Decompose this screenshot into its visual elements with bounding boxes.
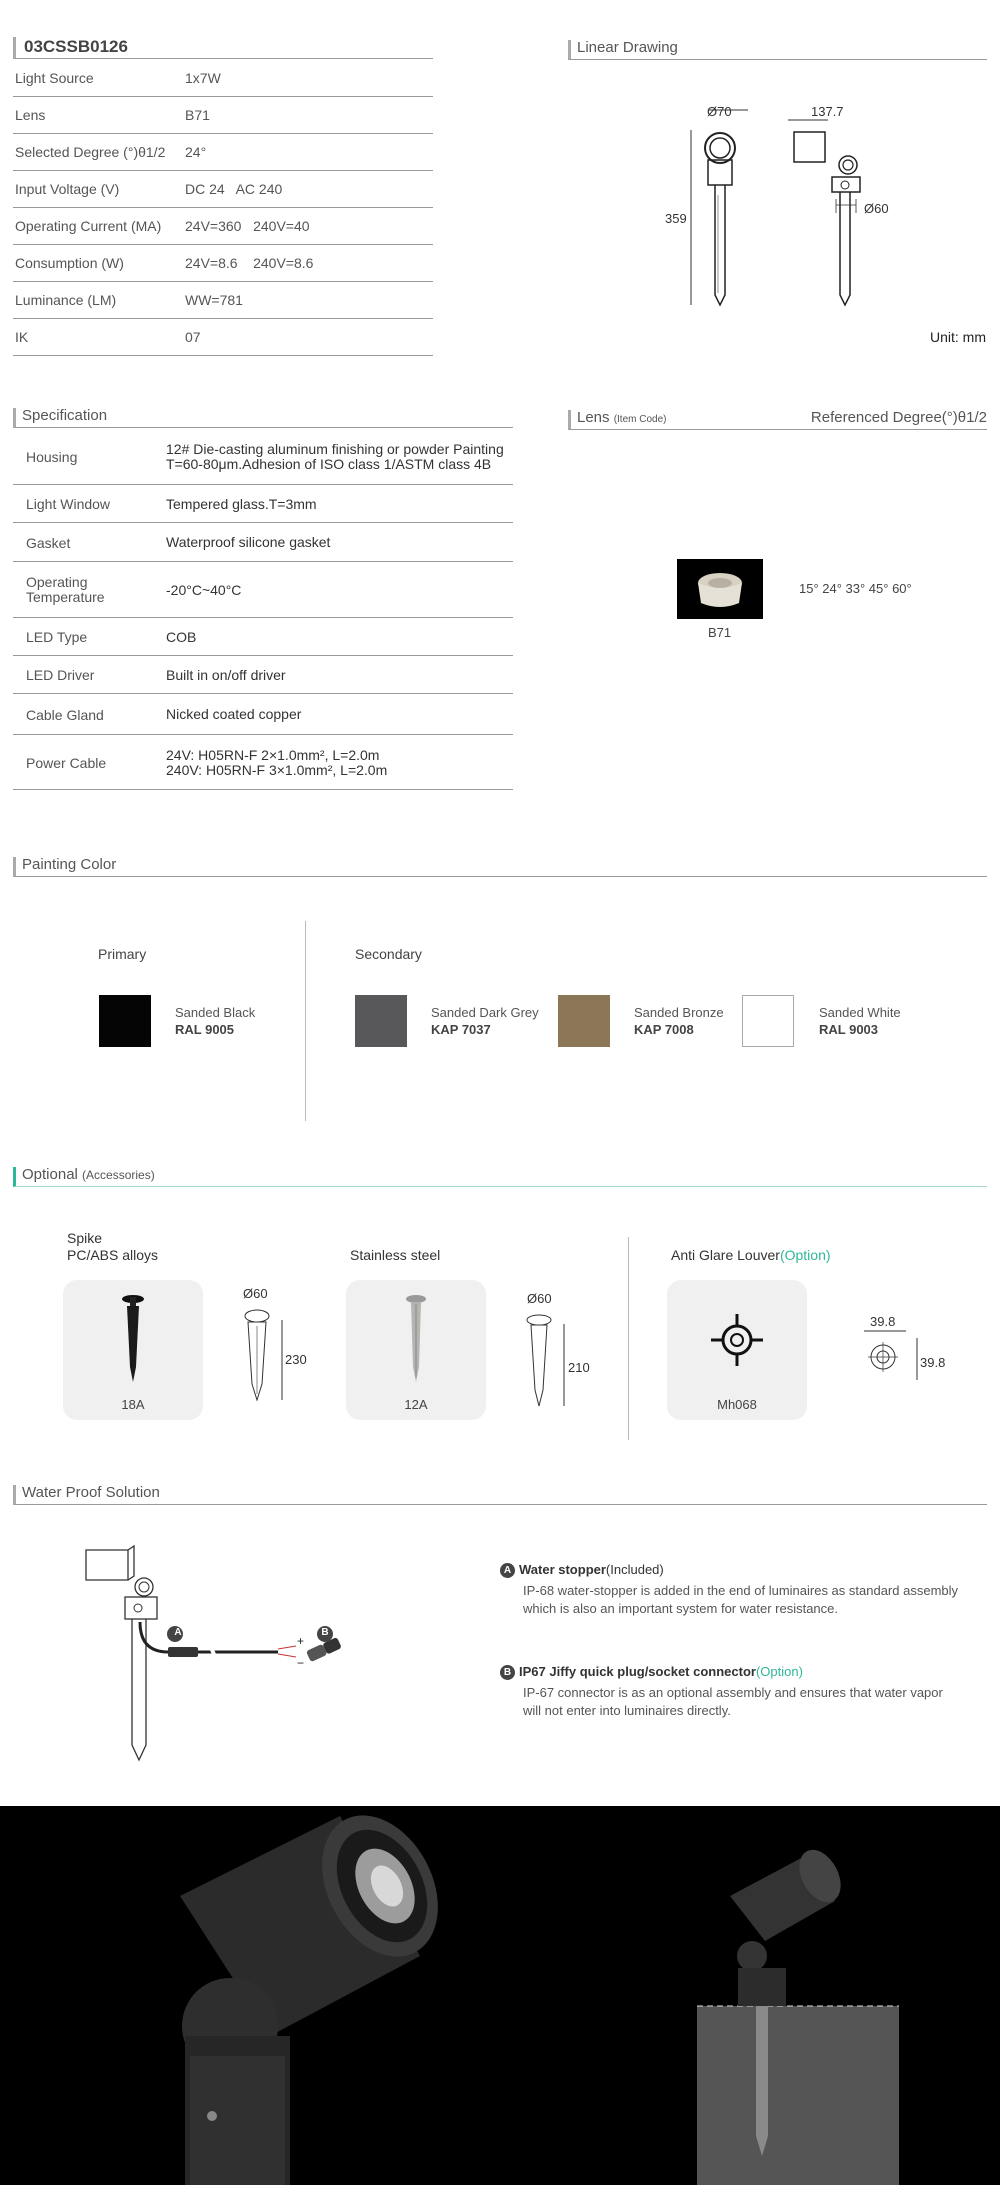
spotlight-installed	[697, 1843, 899, 2185]
spotlight-render-image	[0, 1806, 1000, 2185]
specification-key: Gasket	[26, 534, 71, 551]
spec-key: Selected Degree (°)θ1/2	[15, 144, 166, 160]
lens-code-note: (Item Code)	[613, 414, 667, 425]
secondary-label: Secondary	[355, 946, 422, 962]
specification-value-line: COB	[166, 628, 197, 645]
specification-value-line: 12# Die-casting aluminum finishing or powder Painting	[166, 441, 504, 457]
connector-note: (Option)	[755, 1664, 803, 1679]
color-black-label: Sanded Black RAL 9005	[175, 1005, 256, 1037]
spike-drawing	[240, 1304, 290, 1404]
specification-row	[13, 485, 513, 523]
spec-key: Consumption (W)	[15, 255, 124, 271]
specification-key: Housing	[26, 449, 78, 465]
spec-value: B71	[185, 107, 210, 123]
louver-card	[667, 1280, 807, 1420]
spec-row	[13, 282, 433, 319]
linear-drawing-heading: Linear Drawing	[568, 40, 987, 60]
louver-height: 39.8	[920, 1355, 946, 1370]
specification-value	[166, 583, 241, 598]
product-code-heading: 03CSSB0126	[13, 37, 433, 59]
specification-row	[13, 656, 513, 694]
stainless-drawing	[522, 1308, 572, 1408]
spec-row	[13, 134, 433, 171]
specification-key: Cable Gland	[26, 706, 104, 723]
specification-key: LED Driver	[26, 667, 95, 683]
specification-value	[166, 707, 301, 722]
dim-359: 359	[665, 211, 687, 226]
badge-a-icon: A	[500, 1563, 515, 1578]
spec-row	[13, 208, 433, 245]
spec-row	[13, 171, 433, 208]
spec-value: 24°	[185, 144, 207, 160]
specification-value-line: Tempered glass.T=3mm	[166, 495, 317, 512]
spec-key: Operating Current (MA)	[15, 218, 162, 234]
spec-key: IK	[15, 329, 29, 345]
specification-row	[13, 523, 513, 562]
specification-value-line: T=60-80μm.Adhesion of ISO class 1/ASTM class 4B	[166, 456, 492, 472]
lens-title: Lens	[577, 409, 610, 426]
swatch-white	[742, 995, 794, 1047]
spec-key: Input Voltage (V)	[15, 181, 120, 197]
louver-code: Mh068	[717, 1397, 757, 1412]
louver-drawing	[858, 1330, 918, 1382]
badge-b-icon: B	[500, 1665, 515, 1680]
specification-value-line: Built in on/off driver	[166, 666, 286, 683]
color-divider	[305, 921, 306, 1121]
dim-dia70: Ø70	[707, 104, 732, 119]
stainless-card	[346, 1280, 486, 1420]
water-stopper-text-1: IP-68 water-stopper is added in the end of luminaires as standard assembly	[523, 1583, 959, 1599]
specification-row	[13, 429, 513, 485]
stainless-spike-icon	[402, 1292, 430, 1387]
lens-code: B71	[708, 625, 732, 640]
specification-row	[13, 735, 513, 790]
lens-icon	[677, 559, 763, 619]
stainless-code: 12A	[404, 1397, 428, 1412]
stainless-label: Stainless steel	[350, 1247, 441, 1263]
swatch-dark-grey	[355, 995, 407, 1047]
product-render	[0, 1806, 1000, 2185]
spec-key: Light Source	[15, 70, 94, 86]
specification-value-line: 240V: H05RN-F 3×1.0mm², L=2.0m	[166, 761, 388, 778]
spike-code: 18A	[121, 1397, 145, 1412]
spec-key: Luminance (LM)	[15, 292, 117, 308]
spec-value: 1x7W	[185, 70, 221, 86]
louver-width: 39.8	[870, 1314, 896, 1329]
stainless-len: 210	[568, 1360, 590, 1375]
water-stopper-title: Water stopper	[519, 1562, 606, 1577]
specification-row	[13, 562, 513, 618]
water-stopper-text-2: which is also an important system for water resistance.	[523, 1601, 839, 1617]
water-stopper-block	[500, 1562, 970, 1618]
specification-value	[166, 630, 196, 645]
louver-icon	[707, 1310, 767, 1370]
ref-degree-title: Referenced Degree(°)θ1/2	[810, 409, 987, 426]
dim-dia60: Ø60	[864, 201, 889, 216]
specification-value	[166, 535, 330, 550]
water-stopper-note: (Included)	[605, 1562, 664, 1577]
specification-row	[13, 618, 513, 656]
optional-title: Optional	[22, 1166, 78, 1183]
swatch-bronze	[558, 995, 610, 1047]
specification-key-line: Temperature	[26, 589, 105, 605]
diagram-badge-a-letter: A	[174, 1627, 182, 1638]
louver-label: Anti Glare Louver(Option)	[671, 1247, 831, 1263]
spec-value: 24V=8.6 240V=8.6	[185, 255, 314, 271]
lens-degrees: 15° 24° 33° 45° 60°	[799, 581, 912, 596]
color-bronze-label: Sanded Bronze KAP 7008	[634, 1005, 724, 1037]
connector-title: IP67 Jiffy quick plug/socket connector	[519, 1664, 756, 1679]
spec-value: 24V=360 240V=40	[185, 218, 310, 234]
lens-heading	[568, 410, 987, 430]
spec-value: DC 24 AC 240	[185, 181, 283, 197]
minus-sign: −	[297, 1656, 305, 1670]
waterproof-heading: Water Proof Solution	[13, 1485, 987, 1505]
waterproof-diagram	[78, 1540, 378, 1765]
specification-row	[13, 694, 513, 735]
stainless-dia: Ø60	[527, 1291, 552, 1306]
connector-block	[500, 1664, 970, 1720]
spotlight-closeup	[180, 1806, 461, 2185]
specification-key: Light Window	[26, 496, 111, 512]
primary-label: Primary	[98, 946, 147, 962]
spec-row	[13, 319, 433, 356]
spec-row	[13, 97, 433, 134]
unit-label: Unit: mm	[930, 329, 986, 345]
dim-137: 137.7	[811, 104, 844, 119]
specification-key: LED Type	[26, 629, 88, 645]
specification-value	[166, 668, 286, 683]
specification-heading: Specification	[13, 408, 513, 428]
optional-divider	[628, 1237, 629, 1440]
specification-key: Power Cable	[26, 754, 107, 771]
spike-label: Spike PC/ABS alloys	[67, 1230, 159, 1263]
specification-value-line: -20°C~40°C	[166, 581, 242, 598]
swatch-black	[99, 995, 151, 1047]
spike-len: 230	[285, 1352, 307, 1367]
connector-text-1: IP-67 connector is as an optional assembly and ensures that water vapor	[523, 1685, 943, 1701]
spec-key: Lens	[15, 107, 46, 123]
specification-value	[166, 748, 387, 778]
spike-card	[63, 1280, 203, 1420]
spec-value: WW=781	[185, 292, 243, 308]
specification-value-line: Waterproof silicone gasket	[166, 534, 331, 550]
specification-value	[166, 497, 317, 512]
specification-value	[166, 442, 504, 472]
lens-image	[677, 559, 763, 619]
specification-value-line: 24V: H05RN-F 2×1.0mm², L=2.0m	[166, 746, 380, 763]
specification-key	[26, 575, 105, 605]
optional-heading	[13, 1167, 987, 1187]
connector-text-2: will not enter into luminaires directly.	[523, 1703, 731, 1719]
diagram-badge-b-letter: B	[321, 1627, 329, 1638]
specification-value-line: Nicked coated copper	[166, 706, 302, 722]
plus-sign: +	[297, 1634, 305, 1648]
specification-key-line: Operating	[26, 574, 88, 590]
spike-dia: Ø60	[243, 1286, 268, 1301]
spec-row	[13, 245, 433, 282]
spec-value: 07	[185, 329, 201, 345]
spec-row	[13, 60, 433, 97]
spike-icon	[117, 1292, 149, 1387]
color-white-label: Sanded White RAL 9003	[819, 1005, 901, 1037]
color-dark-grey-label: Sanded Dark Grey KAP 7037	[431, 1005, 539, 1037]
optional-sub: (Accessories)	[82, 1168, 155, 1182]
painting-color-heading: Painting Color	[13, 857, 987, 877]
